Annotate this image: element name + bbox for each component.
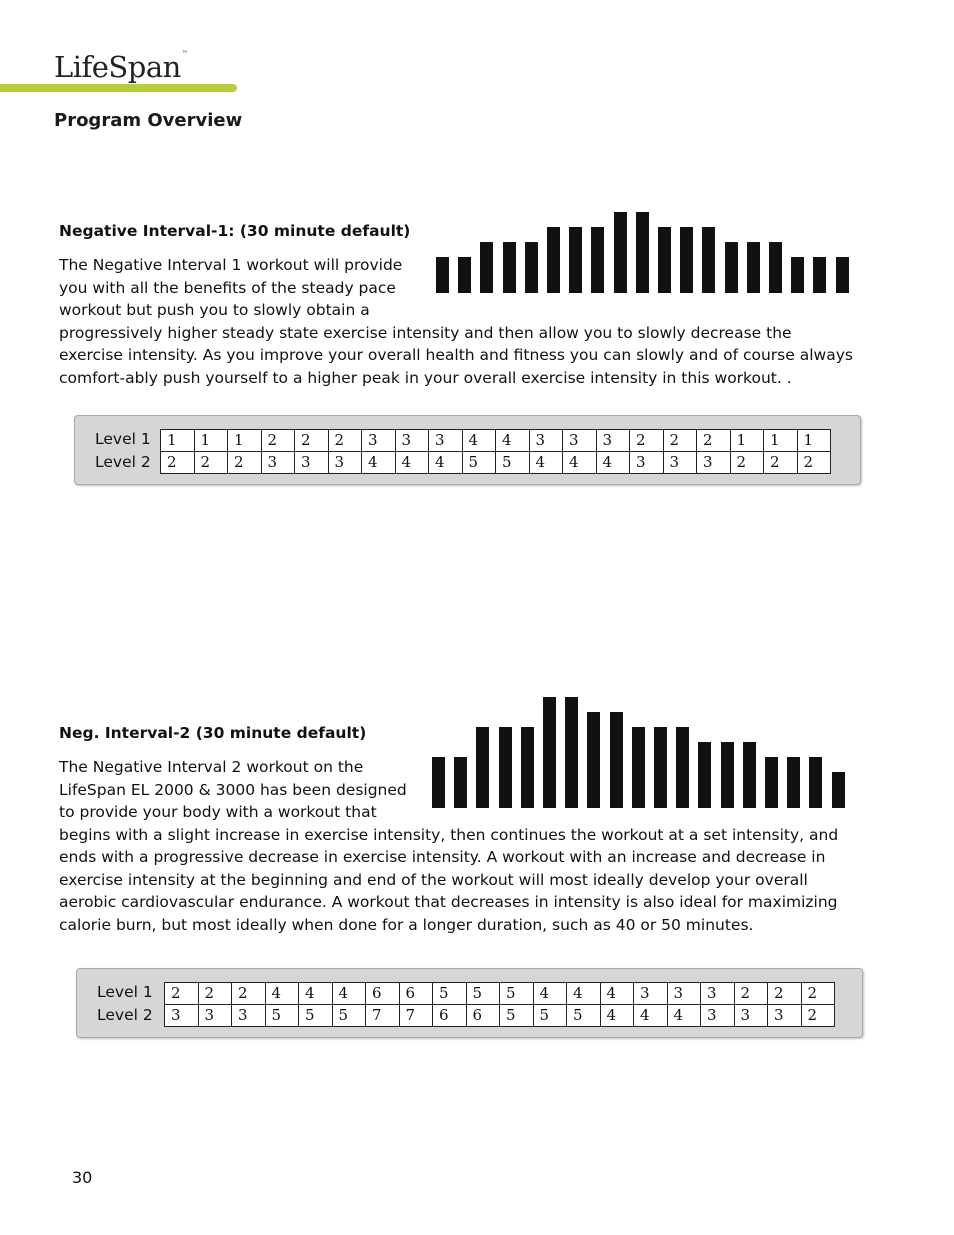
level-cell: 3 bbox=[295, 452, 329, 474]
level-cell: 5 bbox=[500, 1005, 534, 1027]
level-cell: 7 bbox=[366, 1005, 400, 1027]
level-cell: 3 bbox=[697, 452, 731, 474]
intensity-bar bbox=[787, 757, 800, 808]
level-cell: 6 bbox=[433, 1005, 467, 1027]
intensity-bar bbox=[725, 242, 738, 293]
level-cell: 2 bbox=[232, 983, 266, 1005]
level-cell: 3 bbox=[232, 1005, 266, 1027]
level-cell: 4 bbox=[600, 1005, 634, 1027]
level-2-row bbox=[161, 452, 831, 474]
level-table-panel bbox=[76, 968, 863, 1038]
level-cell: 3 bbox=[768, 1005, 802, 1027]
level-cell: 5 bbox=[462, 452, 496, 474]
level-cell: 5 bbox=[567, 1005, 601, 1027]
level-cell: 4 bbox=[299, 983, 333, 1005]
intensity-bar bbox=[436, 257, 449, 293]
level-cell: 3 bbox=[701, 1005, 735, 1027]
description-continued: begins with a slight increase in exercise intensity, then continues the workout at a set intensity, and ends with a progressive decrease in exercise intensity. A workout with an increase and decrease in exercise intensity at the beginning and end of the workout will most ideally develop your overall aerobic cardiovascular endurance. A workout that decreases in intensity is also ideal for maximizing calorie burn, but most ideally when done for a longer duration, such as 40 or 50 minutes. bbox=[59, 825, 839, 934]
intensity-bar bbox=[565, 697, 578, 808]
level-table-panel bbox=[74, 415, 861, 485]
description-intro: The Negative Interval 2 workout on the LifeSpan EL 2000 & 3000 has been designed to provide your body with a workout that bbox=[59, 758, 407, 821]
level-cell: 4 bbox=[563, 452, 597, 474]
intensity-bar bbox=[521, 727, 534, 808]
description-intro: The Negative Interval 1 workout will provide you with all the benefits of the steady pace workout but push you to slowly obtain a bbox=[59, 256, 403, 319]
level-cell: 3 bbox=[362, 430, 396, 452]
intensity-bar bbox=[632, 727, 645, 808]
level-cell: 2 bbox=[663, 430, 697, 452]
level-2-label: Level 2 bbox=[97, 1006, 153, 1024]
intensity-bar bbox=[654, 727, 667, 808]
level-cell: 6 bbox=[399, 983, 433, 1005]
level-2-row bbox=[165, 1005, 835, 1027]
intensity-bar bbox=[791, 257, 804, 293]
level-cell: 1 bbox=[228, 430, 262, 452]
intensity-bar bbox=[636, 212, 649, 293]
level-cell: 2 bbox=[198, 983, 232, 1005]
level-1-label: Level 1 bbox=[95, 430, 151, 448]
level-cell: 4 bbox=[462, 430, 496, 452]
level-cell: 2 bbox=[261, 430, 295, 452]
level-cell: 1 bbox=[730, 430, 764, 452]
level-cell: 7 bbox=[399, 1005, 433, 1027]
level-cell: 4 bbox=[634, 1005, 668, 1027]
intensity-bar bbox=[680, 227, 693, 293]
level-cell: 2 bbox=[165, 983, 199, 1005]
intensity-bar bbox=[547, 227, 560, 293]
level-cell: 4 bbox=[533, 983, 567, 1005]
level-cell: 3 bbox=[261, 452, 295, 474]
page-number: 30 bbox=[72, 1168, 93, 1187]
level-cell: 3 bbox=[701, 983, 735, 1005]
level-cell: 4 bbox=[667, 1005, 701, 1027]
level-cell: 5 bbox=[496, 452, 530, 474]
trademark-mark: ™ bbox=[181, 50, 188, 57]
level-cell: 3 bbox=[395, 430, 429, 452]
level-cell: 3 bbox=[596, 430, 630, 452]
intensity-bar bbox=[743, 742, 756, 808]
level-cell: 3 bbox=[429, 430, 463, 452]
description-continued: progressively higher steady state exercise intensity and then allow you to slowly decrease the exercise intensity. As you improve your overall health and fitness you can slowly and of course always comfort-ably push yourself to a higher peak in your overall exercise intensity in this workout. . bbox=[59, 323, 853, 387]
intensity-bar bbox=[480, 242, 493, 293]
level-cell: 5 bbox=[533, 1005, 567, 1027]
level-cell: 2 bbox=[797, 452, 831, 474]
level-cell: 6 bbox=[466, 1005, 500, 1027]
intensity-bar bbox=[698, 742, 711, 808]
level-2-label: Level 2 bbox=[95, 453, 151, 471]
intensity-bar bbox=[569, 227, 582, 293]
intensity-bar bbox=[769, 242, 782, 293]
level-1-label: Level 1 bbox=[97, 983, 153, 1001]
level-cell: 3 bbox=[563, 430, 597, 452]
level-cell: 3 bbox=[198, 1005, 232, 1027]
intensity-bar bbox=[813, 257, 826, 293]
level-cell: 4 bbox=[567, 983, 601, 1005]
level-cell: 3 bbox=[634, 983, 668, 1005]
level-cell: 2 bbox=[328, 430, 362, 452]
level-cell: 2 bbox=[228, 452, 262, 474]
level-cell: 4 bbox=[496, 430, 530, 452]
intensity-bar bbox=[747, 242, 760, 293]
intensity-bar bbox=[836, 257, 849, 293]
intensity-bar bbox=[702, 227, 715, 293]
section-title: Neg. Interval-2 (30 minute default) bbox=[59, 724, 367, 742]
intensity-bar bbox=[454, 757, 467, 808]
intensity-bar bbox=[614, 212, 627, 293]
intensity-bar bbox=[809, 757, 822, 808]
level-cell: 4 bbox=[596, 452, 630, 474]
level-cell: 3 bbox=[328, 452, 362, 474]
intensity-bar bbox=[503, 242, 516, 293]
level-cell: 5 bbox=[265, 1005, 299, 1027]
level-cell: 3 bbox=[734, 1005, 768, 1027]
level-cell: 2 bbox=[697, 430, 731, 452]
intensity-bar bbox=[676, 727, 689, 808]
level-cell: 4 bbox=[600, 983, 634, 1005]
level-cell: 5 bbox=[332, 1005, 366, 1027]
level-values-table bbox=[164, 982, 835, 1027]
level-cell: 4 bbox=[265, 983, 299, 1005]
level-cell: 3 bbox=[667, 983, 701, 1005]
level-cell: 3 bbox=[529, 430, 563, 452]
level-cell: 4 bbox=[362, 452, 396, 474]
level-cell: 1 bbox=[194, 430, 228, 452]
intensity-bar bbox=[432, 757, 445, 808]
intensity-bar bbox=[765, 757, 778, 808]
level-cell: 5 bbox=[466, 983, 500, 1005]
intensity-bar bbox=[543, 697, 556, 808]
level-labels bbox=[97, 981, 153, 1027]
level-cell: 2 bbox=[768, 983, 802, 1005]
intensity-bar bbox=[587, 712, 600, 808]
level-cell: 2 bbox=[161, 452, 195, 474]
intensity-profile-chart bbox=[432, 697, 872, 808]
level-cell: 3 bbox=[663, 452, 697, 474]
section-title: Negative Interval-1: (30 minute default) bbox=[59, 222, 411, 240]
level-cell: 2 bbox=[630, 430, 664, 452]
level-cell: 4 bbox=[529, 452, 563, 474]
intensity-bar bbox=[476, 727, 489, 808]
intensity-bar bbox=[458, 257, 471, 293]
level-cell: 1 bbox=[161, 430, 195, 452]
level-cell: 5 bbox=[299, 1005, 333, 1027]
level-cell: 3 bbox=[165, 1005, 199, 1027]
page-title: Program Overview bbox=[54, 110, 243, 131]
level-cell: 1 bbox=[764, 430, 798, 452]
level-cell: 3 bbox=[630, 452, 664, 474]
intensity-bar bbox=[525, 242, 538, 293]
level-cell: 4 bbox=[395, 452, 429, 474]
brand-logo bbox=[54, 50, 187, 84]
intensity-bar bbox=[721, 742, 734, 808]
brand-name: LifeSpan bbox=[54, 50, 181, 84]
intensity-bar bbox=[591, 227, 604, 293]
level-cell: 5 bbox=[500, 983, 534, 1005]
level-1-row bbox=[161, 430, 831, 452]
level-cell: 1 bbox=[797, 430, 831, 452]
level-cell: 5 bbox=[433, 983, 467, 1005]
level-cell: 4 bbox=[429, 452, 463, 474]
intensity-profile-chart bbox=[436, 212, 876, 293]
level-cell: 4 bbox=[332, 983, 366, 1005]
level-cell: 6 bbox=[366, 983, 400, 1005]
level-cell: 2 bbox=[295, 430, 329, 452]
level-cell: 2 bbox=[730, 452, 764, 474]
level-labels bbox=[95, 428, 151, 474]
level-cell: 2 bbox=[194, 452, 228, 474]
intensity-bar bbox=[832, 772, 845, 808]
intensity-bar bbox=[499, 727, 512, 808]
level-1-row bbox=[165, 983, 835, 1005]
level-cell: 2 bbox=[734, 983, 768, 1005]
intensity-bar bbox=[610, 712, 623, 808]
level-cell: 2 bbox=[801, 1005, 835, 1027]
level-values-table bbox=[160, 429, 831, 474]
level-cell: 2 bbox=[764, 452, 798, 474]
brand-accent-line bbox=[0, 84, 237, 92]
level-cell: 2 bbox=[801, 983, 835, 1005]
intensity-bar bbox=[658, 227, 671, 293]
